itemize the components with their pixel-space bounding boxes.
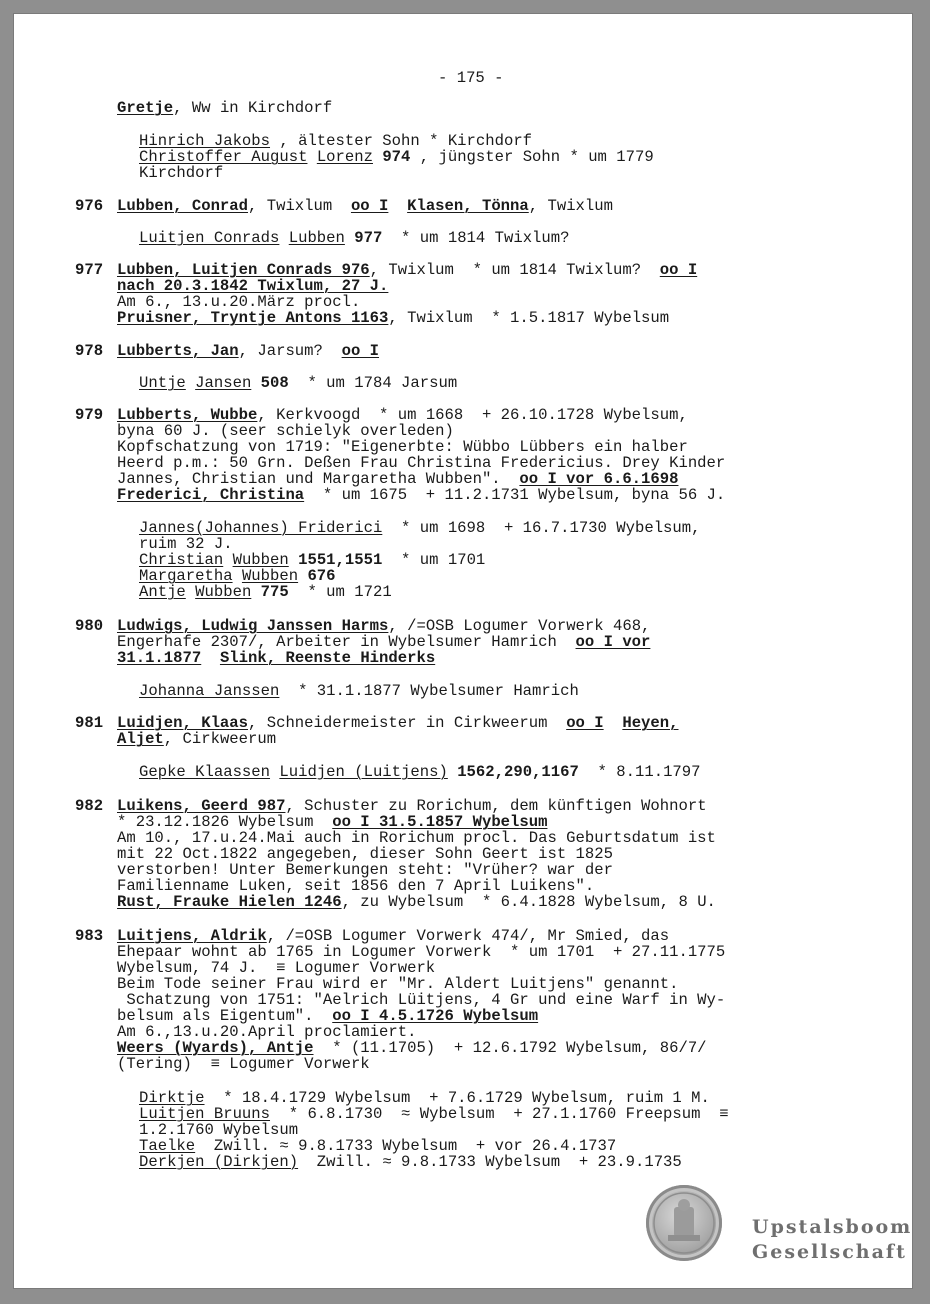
text-segment: , zu Wybelsum * 6.4.1828 Wybelsum, 8 U. — [341, 893, 716, 911]
text-line — [117, 830, 716, 846]
text-line — [117, 878, 594, 894]
text-segment: oo I — [659, 261, 698, 279]
text-segment — [448, 763, 457, 781]
text-segment: Beim Tode seiner Frau wird er "Mr. Aldert Luitjens" genannt. — [117, 975, 679, 993]
text-segment: Wubben — [195, 583, 252, 601]
text-segment: * 18.4.1729 Wybelsum + 7.6.1729 Wybelsum, ruim 1 M. — [204, 1089, 710, 1107]
text-segment: 1551,1551 — [298, 551, 383, 569]
text-segment: Lubben, Luitjen Conrads 976 — [117, 261, 370, 279]
text-line — [117, 407, 688, 423]
text-segment: * um 1721 — [288, 583, 392, 601]
text-line — [117, 278, 388, 294]
text-line — [117, 1056, 370, 1072]
text-line — [139, 536, 233, 552]
text-segment: , Twixlum — [528, 197, 613, 215]
text-segment: Slink, Reenste Hinderks — [219, 649, 436, 667]
text-line — [117, 455, 725, 471]
text-segment: Lorenz — [316, 148, 373, 166]
text-segment: Wubben — [241, 567, 299, 585]
text-segment: * 23.12.1826 Wybelsum — [117, 813, 333, 831]
text-line — [139, 1122, 298, 1138]
text-line — [117, 1008, 538, 1024]
text-segment: , Cirkweerum — [163, 730, 277, 748]
text-segment: , jüngster Sohn * um 1779 — [410, 148, 654, 166]
text-segment — [270, 763, 279, 781]
text-line — [117, 294, 360, 310]
text-segment: Kopfschatzung von 1719: "Eigenerbte: Wübbo Lübbers ein halber — [117, 438, 688, 456]
text-segment: * um 1814 Twixlum? — [382, 229, 570, 247]
entry-number: 979 — [75, 406, 104, 424]
text-line — [139, 764, 701, 780]
text-line — [139, 165, 223, 181]
text-segment: , Jarsum? — [238, 342, 342, 360]
text-line — [117, 894, 716, 910]
text-line — [117, 846, 613, 862]
text-segment — [345, 229, 354, 247]
text-segment: Heyen, — [622, 714, 679, 732]
text-segment: Hinrich Jakobs — [139, 132, 271, 150]
text-segment — [251, 583, 260, 601]
text-line — [117, 343, 379, 359]
text-segment: mit 22 Oct.1822 angegeben, dieser Sohn Geert ist 1825 — [117, 845, 613, 863]
text-segment — [373, 148, 382, 166]
text-line — [117, 310, 669, 326]
text-segment: Weers (Wyards), Antje — [117, 1039, 314, 1057]
text-line — [139, 1106, 729, 1122]
text-line — [139, 1090, 710, 1106]
text-segment: Klasen, Tönna — [407, 197, 529, 215]
text-line — [117, 650, 435, 666]
text-segment: 1.2.1760 Wybelsum — [139, 1121, 299, 1139]
text-segment: Luidjen (Luitjens) — [279, 763, 448, 781]
text-line — [117, 862, 613, 878]
text-segment: Am 6., 13.u.20.März procl. — [117, 293, 361, 311]
text-segment: oo I — [566, 714, 604, 732]
text-segment — [604, 714, 623, 732]
text-line — [139, 584, 392, 600]
text-segment: Lubben, Conrad — [117, 197, 249, 215]
text-segment: , Kerkvoogd * um 1668 + 26.10.1728 Wybelsum, — [257, 406, 688, 424]
text-segment: oo I vor 6.6.1698 — [519, 470, 679, 488]
text-segment — [201, 649, 220, 667]
text-segment — [251, 374, 260, 392]
text-segment: oo I — [350, 197, 389, 215]
text-segment: Luitjens, Aldrik — [117, 927, 267, 945]
text-segment: Gepke Klaassen — [139, 763, 271, 781]
text-line — [117, 100, 332, 116]
text-segment: , ältester Sohn * Kirchdorf — [270, 132, 533, 150]
text-line — [139, 1138, 616, 1154]
entry-number: 982 — [75, 797, 104, 815]
text-line — [139, 375, 457, 391]
text-line — [139, 1154, 682, 1170]
entry-number: 980 — [75, 617, 104, 635]
text-segment: Luitjen Conrads — [139, 229, 280, 247]
text-segment: (Tering) ≡ Logumer Vorwerk — [117, 1055, 370, 1073]
text-line — [117, 731, 276, 747]
text-segment: Jannes(Johannes) Friderici — [139, 519, 383, 537]
text-segment: , Ww in Kirchdorf — [173, 99, 333, 117]
text-line — [117, 715, 679, 731]
text-segment: 775 — [260, 583, 289, 601]
text-line — [117, 976, 678, 992]
text-line — [117, 798, 707, 814]
text-segment: 508 — [260, 374, 289, 392]
logo-text-line2: Gesellschaft — [752, 1241, 907, 1263]
text-segment: Kirchdorf — [139, 164, 224, 182]
text-segment: belsum als Eigentum". — [117, 1007, 333, 1025]
text-segment: Gretje — [117, 99, 174, 117]
text-segment: , /=OSB Logumer Vorwerk 468, — [388, 617, 651, 635]
text-segment: ruim 32 J. — [139, 535, 233, 553]
text-segment: Ludwigs, Ludwig Janssen Harms — [117, 617, 389, 635]
text-segment: 31.1.1877 — [117, 649, 202, 667]
text-segment: Antje — [139, 583, 186, 601]
text-segment: 676 — [307, 567, 336, 585]
text-segment — [307, 148, 316, 166]
text-segment: , /=OSB Logumer Vorwerk 474/, Mr Smied, das — [266, 927, 670, 945]
text-segment: * um 1698 + 16.7.1730 Wybelsum, — [382, 519, 701, 537]
text-segment: Luidjen, Klaas — [117, 714, 249, 732]
text-segment: Rust, Frauke Hielen 1246 — [117, 893, 342, 911]
text-segment: Jansen — [195, 374, 252, 392]
text-segment: * 6.8.1730 ≈ Wybelsum + 27.1.1760 Freepsum ≡ — [270, 1105, 729, 1123]
text-segment — [279, 229, 288, 247]
text-line — [139, 520, 700, 536]
text-segment: Luikens, Geerd 987 — [117, 797, 286, 815]
text-segment: oo I 4.5.1726 Wybelsum — [332, 1007, 539, 1025]
text-segment: , Schuster zu Rorichum, dem künftigen Wohnort — [285, 797, 707, 815]
page-number: - 175 - — [438, 69, 504, 87]
text-line — [117, 423, 454, 439]
text-segment — [186, 374, 195, 392]
text-segment: Pruisner, Tryntje Antons 1163 — [117, 309, 389, 327]
text-segment: , Twixlum * 1.5.1817 Wybelsum — [388, 309, 670, 327]
text-segment: Frederici, Christina — [117, 486, 305, 504]
text-segment: * 8.11.1797 — [578, 763, 701, 781]
text-segment — [388, 197, 407, 215]
text-line — [139, 568, 336, 584]
text-segment: 974 — [382, 148, 411, 166]
text-segment: , Schneidermeister in Cirkweerum — [248, 714, 567, 732]
text-segment: Lubberts, Jan — [117, 342, 239, 360]
entry-number: 976 — [75, 197, 104, 215]
text-line — [117, 471, 678, 487]
text-line — [117, 814, 547, 830]
text-segment: Margaretha — [139, 567, 233, 585]
upstalsboom-seal-icon — [646, 1185, 722, 1261]
text-segment: Ehepaar wohnt ab 1765 in Logumer Vorwerk * um 1701 + 27.11.1775 — [117, 943, 726, 961]
text-segment: Heerd p.m.: 50 Grn. Deßen Frau Christina Fredericius. Drey Kinder — [117, 454, 726, 472]
text-segment: Lubben — [288, 229, 345, 247]
text-line — [139, 133, 532, 149]
text-line — [117, 634, 650, 650]
text-segment: oo I vor — [575, 633, 651, 651]
text-segment: Johanna Janssen — [139, 682, 280, 700]
text-segment: nach 20.3.1842 Twixlum, 27 J. — [117, 277, 389, 295]
text-segment: Wubben — [232, 551, 289, 569]
text-segment: , Twixlum — [248, 197, 351, 215]
text-segment: Christian — [139, 551, 224, 569]
text-segment: Zwill. ≈ 9.8.1733 Wybelsum + 23.9.1735 — [298, 1153, 682, 1171]
text-segment: Jannes, Christian und Margaretha Wubben". — [117, 470, 520, 488]
text-segment: 977 — [354, 229, 383, 247]
text-segment: Luitjen Bruuns — [139, 1105, 271, 1123]
text-segment: Schatzung von 1751: "Aelrich Lüitjens, 4 Gr und eine Warf in Wy- — [117, 991, 726, 1009]
text-line — [117, 439, 688, 455]
text-segment: * (11.1705) + 12.6.1792 Wybelsum, 86/7/ — [313, 1039, 707, 1057]
text-line — [139, 683, 579, 699]
text-line — [117, 618, 650, 634]
text-segment: verstorben! Unter Bemerkungen steht: "Vrüher? war der — [117, 861, 613, 879]
text-segment — [186, 583, 195, 601]
text-segment: byna 60 J. (seer schielyk overleden) — [117, 422, 454, 440]
document-page — [14, 14, 912, 1288]
text-segment: Aljet — [117, 730, 164, 748]
text-line — [117, 1040, 707, 1056]
text-segment: * um 1675 + 11.2.1731 Wybelsum, byna 56 J. — [304, 486, 726, 504]
entry-number: 983 — [75, 927, 104, 945]
text-line — [117, 944, 725, 960]
text-segment: * 31.1.1877 Wybelsumer Hamrich — [279, 682, 579, 700]
text-segment: oo I 31.5.1857 Wybelsum — [332, 813, 548, 831]
text-segment: Wybelsum, 74 J. ≡ Logumer Vorwerk — [117, 959, 436, 977]
text-line — [139, 149, 654, 165]
text-segment: Christoffer August — [139, 148, 308, 166]
text-segment: Zwill. ≈ 9.8.1733 Wybelsum + vor 26.4.1737 — [195, 1137, 617, 1155]
text-segment: Engerhafe 2307/, Arbeiter in Wybelsumer Hamrich — [117, 633, 576, 651]
text-line — [117, 960, 435, 976]
text-line — [117, 992, 725, 1008]
text-segment: Familienname Luken, seit 1856 den 7 April Luikens". — [117, 877, 595, 895]
entry-number: 981 — [75, 714, 104, 732]
text-segment: Lubberts, Wubbe — [117, 406, 258, 424]
text-line — [117, 262, 697, 278]
text-line — [117, 487, 725, 503]
text-line — [117, 198, 613, 214]
text-segment: * um 1784 Jarsum — [288, 374, 458, 392]
logo-text-line1: Upstalsboom — [752, 1216, 913, 1238]
text-segment: Derkjen (Dirkjen) — [139, 1153, 299, 1171]
text-segment: Taelke — [139, 1137, 196, 1155]
text-segment: Dirktje — [139, 1089, 205, 1107]
text-line — [117, 928, 669, 944]
entry-number: 978 — [75, 342, 104, 360]
text-segment: Untje — [139, 374, 186, 392]
text-segment: oo I — [341, 342, 380, 360]
text-line — [139, 230, 569, 246]
text-segment: , Twixlum * um 1814 Twixlum? — [369, 261, 660, 279]
text-segment: 1562,290,1167 — [457, 763, 579, 781]
text-line — [117, 1024, 416, 1040]
text-segment: Am 10., 17.u.24.Mai auch in Rorichum procl. Das Geburtsdatum ist — [117, 829, 716, 847]
text-line — [139, 552, 485, 568]
text-segment: Am 6.,13.u.20.April proclamiert. — [117, 1023, 417, 1041]
text-segment: * um 1701 — [382, 551, 486, 569]
entry-number: 977 — [75, 261, 104, 279]
